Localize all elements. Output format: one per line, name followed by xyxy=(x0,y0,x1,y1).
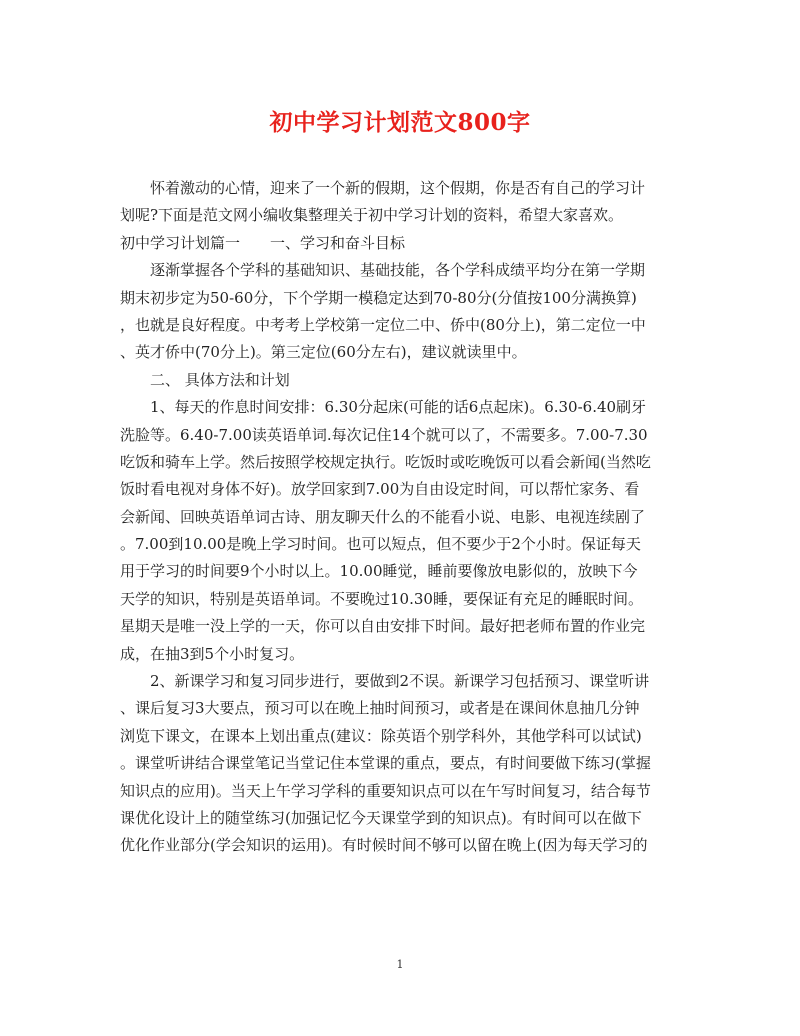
text-line: 、英才侨中(70分上)。第三定位(60分左右)，建议就读里中。 xyxy=(120,343,527,362)
text-line: 二、 具体方法和计划 xyxy=(120,370,290,389)
document-title: 初中学习计划范文800字 xyxy=(269,109,531,136)
text-line: 初中学习计划篇一 一、学习和奋斗目标 xyxy=(120,233,406,252)
text-line: 饭时看电视对身体不好)。放学回家到7.00为自由设定时间，可以帮忙家务、看 xyxy=(120,480,640,499)
text-line: 、课后复习3大要点，预习可以在晚上抽时间预习，或者是在课间休息抽几分钟 xyxy=(120,699,640,718)
text-line: 星期天是唯一没上学的一天，你可以自由安排下时间。最好把老师布置的作业完 xyxy=(120,617,646,636)
text-line: 用于学习的时间要9个小时以上。10.00睡觉，睡前要像放电影似的，放映下今 xyxy=(120,562,638,581)
text-line: 天学的知识，特别是英语单词。不要晚过10.30睡，要保证有充足的睡眠时间。 xyxy=(120,589,643,608)
text-line: 会新闻、回映英语单词古诗、朋友聊天什么的不能看小说、电影、电视连续剧了 xyxy=(120,507,646,526)
text-line: ，也就是良好程度。中考考上学校第一定位二中、侨中(80分上)，第二定位一中 xyxy=(120,315,646,334)
text-line: 1、每天的作息时间安排：6.30分起床(可能的话6点起床)。6.30-6.40刷牙 xyxy=(120,398,647,417)
text-line: 洗脸等。6.40-7.00读英语单词.每次记住14个就可以了，不需要多。7.00-7.30 xyxy=(120,425,648,444)
document-body xyxy=(120,175,684,860)
text-line: 知识点的应用)。当天上午学习学科的重要知识点可以在午写时间复习，结合每节 xyxy=(120,781,651,800)
text-line: 。课堂听讲结合课堂笔记当堂记住本堂课的重点，要点，有时间要做下练习(掌握 xyxy=(120,754,651,773)
text-line: 期末初步定为50-60分，下个学期一模稳定达到70-80分(分值按100分满换算) xyxy=(120,288,637,307)
page-number: 1 xyxy=(396,958,404,971)
text-line: 成，在抽3到5个小时复习。 xyxy=(120,644,305,663)
text-line: 吃饭和骑车上学。然后按照学校规定执行。吃饭时或吃晚饭可以看会新闻(当然吃 xyxy=(120,452,651,471)
text-line: 怀着激动的心情，迎来了一个新的假期，这个假期，你是否有自己的学习计 xyxy=(120,179,646,197)
text-line: 逐渐掌握各个学科的基础知识、基础技能，各个学科成绩平均分在第一学期 xyxy=(120,261,646,280)
text-line: 划呢?下面是范文网小编收集整理关于初中学习计划的资料，希望大家喜欢。 xyxy=(120,206,624,225)
text-line: 。7.00到10.00是晚上学习时间。也可以短点，但不要少于2个小时。保证每天 xyxy=(120,535,641,554)
text-line: 浏览下课文，在课本上划出重点(建议：除英语个别学科外，其他学科可以试试) xyxy=(120,726,642,745)
text-line: 优化作业部分(学会知识的运用)。有时候时间不够可以留在晚上(因为每天学习的 xyxy=(120,836,648,855)
text-line: 课优化设计上的随堂练习(加强记忆今天课堂学到的知识点)。有时间可以在做下 xyxy=(120,808,642,827)
text-line: 2、新课学习和复习同步进行，要做到2不误。新课学习包括预习、课堂听讲 xyxy=(120,672,650,691)
